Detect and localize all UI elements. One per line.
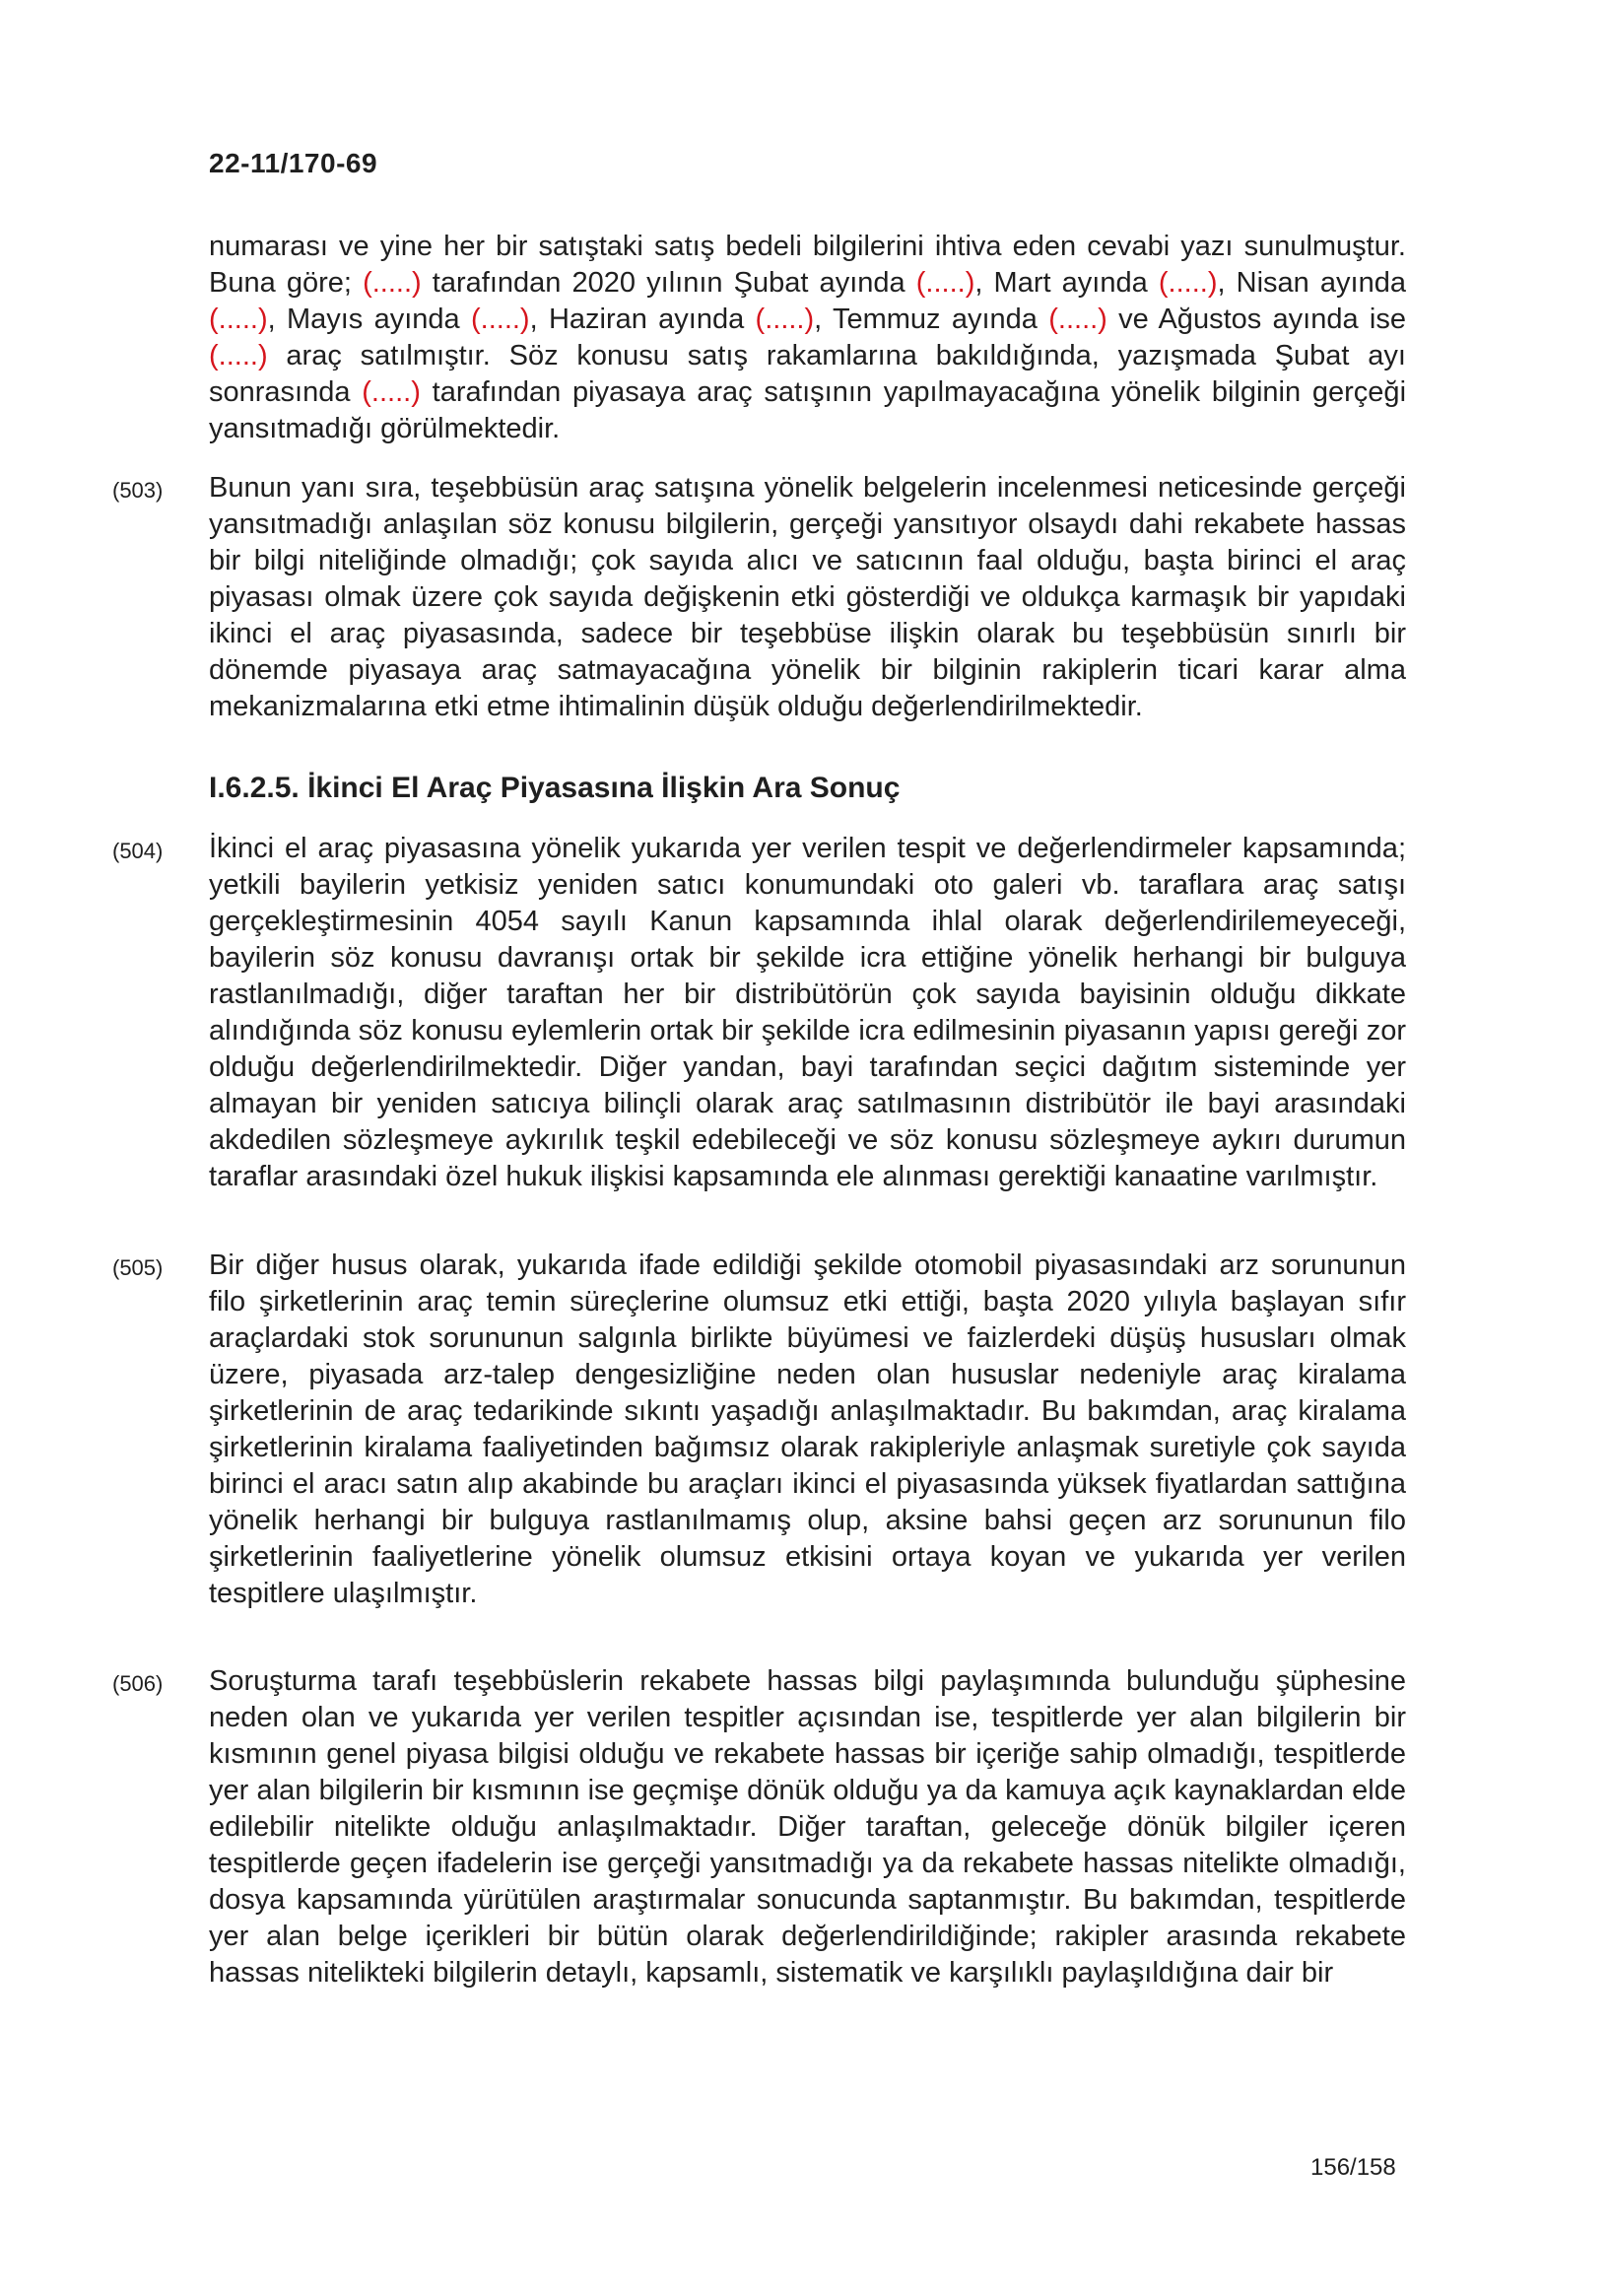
redaction-marker: (.....)	[363, 267, 422, 299]
redaction-marker: (.....)	[362, 376, 421, 408]
text-segment: araç satılmıştır. Söz konusu satış rakamlarına bakıldığında, yazışmada Şubat ayı sonrasında	[209, 340, 1406, 408]
document-code: 22-11/170-69	[209, 148, 378, 178]
text-segment: tarafından piyasaya araç satışının yapılmayacağına yönelik bilginin gerçeği yansıtmadığı görülmektedir.	[209, 376, 1407, 444]
text-segment: , Mart ayında	[974, 267, 1159, 299]
continued-paragraph	[209, 229, 1406, 447]
text-segment: , Temmuz ayında	[814, 304, 1049, 335]
text-segment: , Mayıs ayında	[267, 304, 471, 335]
paragraph-number-503: (503)	[112, 478, 164, 503]
paragraph-number-505: (505)	[112, 1255, 164, 1280]
redaction-marker: (.....)	[209, 340, 268, 371]
text-segment: , Haziran ayında	[529, 304, 756, 335]
redaction-marker: (.....)	[915, 267, 975, 299]
text-segment: ve Ağustos ayında ise	[1106, 304, 1406, 335]
text-segment: numarası ve yine her bir satıştaki satış bedeli bilgilerini ihtiva eden cevabi yazı sunulmuştur. Buna göre;	[209, 231, 1406, 299]
text-segment: tarafından 2020 yılının Şubat ayında	[421, 267, 916, 299]
paragraph-504: İkinci el araç piyasasına yönelik yukarıda yer verilen tespit ve değerlendirmeler kapsamında; yetkili bayilerin yetkisiz yeniden satıcı konumundaki oto galeri vb. taraflara araç satışı gerçekleştirmesinin 4054 sayılı Kanun kapsamında ihlal olarak değerlendirilemeyeceği, bayilerin söz konusu davranışı ortak bir şekilde icra ettiğine yönelik herhangi bir bulguya rastlanılmadığı, diğer taraftan her bir distribütörün çok sayıda bayisinin olduğu dikkate alındığında söz konusu eylemlerin ortak bir şekilde icra edilmesinin piyasanın yapısı gereği zor olduğu değerlendirilmektedir. Diğer yandan, bayi tarafından seçici dağıtım sisteminde yer almayan bir yeniden satıcıya bilinçli olarak araç satılmasının distribütör ile bayi arasındaki akdedilen sözleşmeye aykırılık teşkil edebileceği ve söz konusu sözleşmeye aykırı durumun taraflar arasındaki özel hukuk ilişkisi kapsamında ele alınması gerektiği kanaatine varılmıştır.	[209, 833, 1406, 1192]
section-heading: I.6.2.5. İkinci El Araç Piyasasına İlişkin Ara Sonuç	[209, 772, 901, 804]
paragraph-506: Soruşturma tarafı teşebbüslerin rekabete hassas bilgi paylaşımında bulunduğu şüphesine neden olan ve yukarıda yer verilen tespitler açısından ise, tespitlerde yer alan bilgilerin bir kısmının genel piyasa bilgisi olduğu ve rekabete hassas bir içeriğe sahip olmadığı, tespitlerde yer alan bilgilerin bir kısmının ise geçmişe dönük olduğu ya da kamuya açık kaynaklardan elde edilebilir nitelikte olduğu anlaşılmaktadır. Diğer taraftan, geleceğe dönük bilgiler içeren tespitlerde geçen ifadelerin ise gerçeği yansıtmadığı ya da rekabete hassas nitelikte olmadığı, dosya kapsamında yürütülen araştırmalar sonucunda saptanmıştır. Bu bakımdan, tespitlerde yer alan belge içerikleri bir bütün olarak değerlendirildiğinde; rakipler arasında rekabete hassas nitelikteki bilgilerin detaylı, kapsamlı, sistematik ve karşılıklı paylaşıldığına dair bir	[209, 1665, 1406, 1989]
redaction-marker: (.....)	[1158, 267, 1218, 299]
paragraph-number-504: (504)	[112, 839, 164, 863]
redaction-marker: (.....)	[470, 304, 530, 335]
paragraph-505: Bir diğer husus olarak, yukarıda ifade edildiği şekilde otomobil piyasasındaki arz sorununun filo şirketlerinin araç temin süreçlerine olumsuz etki ettiği, başta 2020 yılıyla başlayan sıfır araçlardaki stok sorununun salgınla birlikte büyümesi ve faizlerdeki düşüş hususları olmak üzere, piyasada arz-talep dengesizliğine neden olan hususlar nedeniyle araç kiralama şirketlerinin de araç tedarikinde sıkıntı yaşadığı anlaşılmaktadır. Bu bakımdan, araç kiralama şirketlerinin kiralama faaliyetinden bağımsız olarak rakipleriyle anlaşmak suretiyle çok sayıda birinci el aracı satın alıp akabinde bu araçları ikinci el piyasasında yüksek fiyatlardan sattığına yönelik herhangi bir bulguya rastlanılmamış olup, aksine bahsi geçen arz sorununun filo şirketlerinin faaliyetlerine yönelik olumsuz etkisini ortaya koyan ve yukarıda yer verilen tespitlere ulaşılmıştır.	[209, 1249, 1406, 1609]
redaction-marker: (.....)	[755, 304, 815, 335]
paragraph-503: Bunun yanı sıra, teşebbüsün araç satışına yönelik belgelerin incelenmesi neticesinde gerçeği yansıtmadığı anlaşılan söz konusu bilgilerin, gerçeği yansıtıyor olsaydı dahi rekabete hassas bir bilgi niteliğinde olmadığı; çok sayıda alıcı ve satıcının faal olduğu, başta birinci el araç piyasası olmak üzere çok sayıda değişkenin etki gösterdiği ve oldukça karmaşık bir yapıdaki ikinci el araç piyasasında, sadece bir teşebbüse ilişkin olarak bu teşebbüsün sınırlı bir dönemde piyasaya araç satmayacağına yönelik bir bilginin rakiplerin ticari karar alma mekanizmalarına etki etme ihtimalinin düşük olduğu değerlendirilmektedir.	[209, 472, 1406, 722]
page-number: 156/158	[1310, 2154, 1396, 2181]
redaction-marker: (.....)	[209, 304, 268, 335]
redaction-marker: (.....)	[1048, 304, 1107, 335]
paragraph-number-506: (506)	[112, 1671, 164, 1696]
text-segment: , Nisan ayında	[1217, 267, 1406, 299]
